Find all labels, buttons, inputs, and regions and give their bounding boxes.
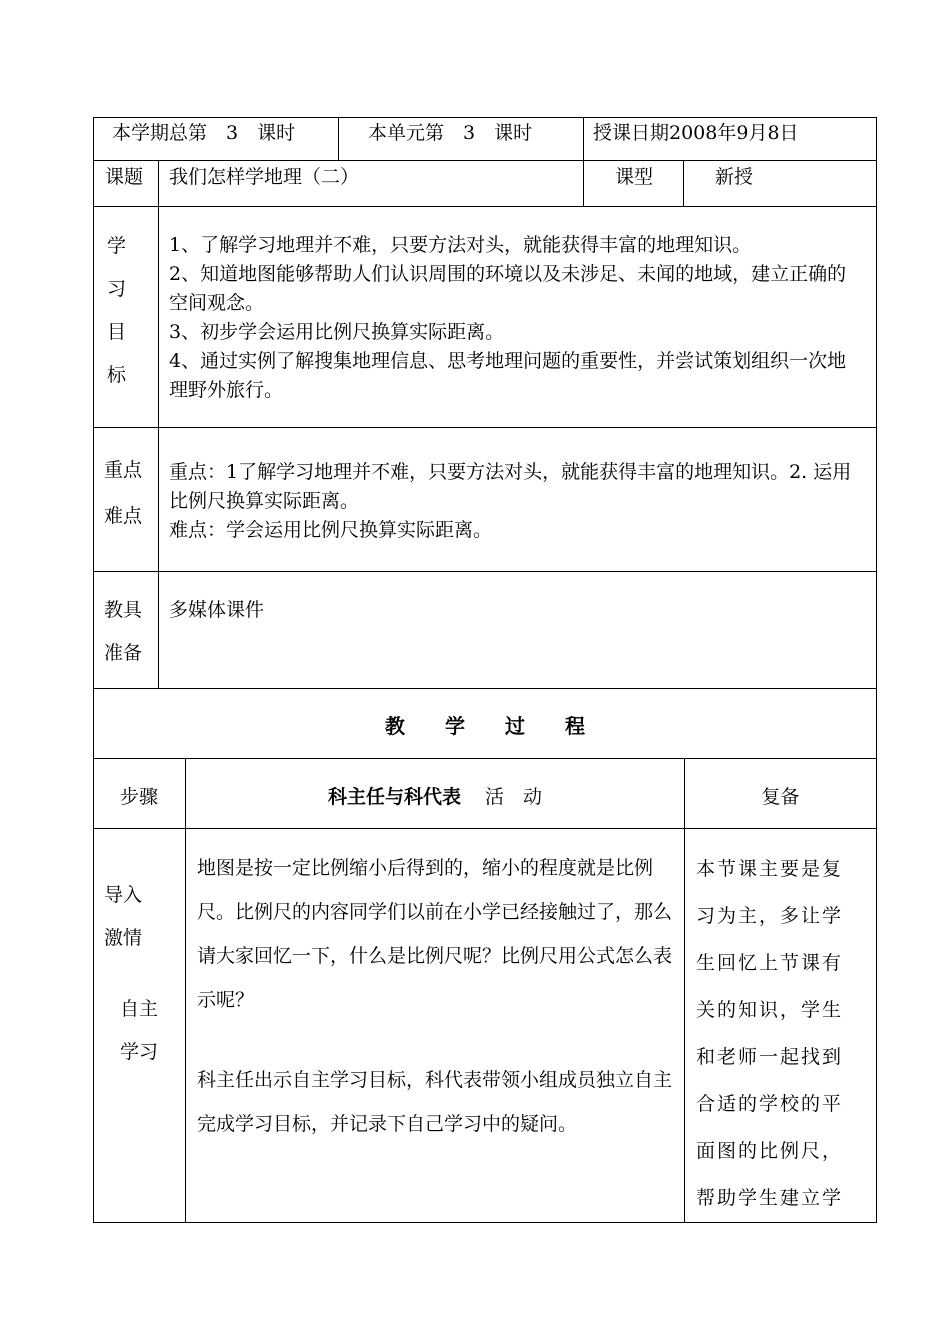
- activity-paragraph-1: 地图是按一定比例缩小后得到的，缩小的程度就是比例尺。比例尺的内容同学们以前在小学已经接触过了，那么请大家回忆一下，什么是比例尺呢？比例尺用公式怎么表示呢？: [197, 857, 673, 1011]
- table-divider: [93, 688, 877, 689]
- table-divider: [158, 160, 159, 688]
- process-title: 教 学 过 程: [385, 714, 585, 738]
- activity-paragraph-2: 科主任出示自主学习目标，科代表带领小组成员独立自主完成学习目标，并记录下自己学习中的疑问。: [197, 1069, 673, 1135]
- table-divider: [93, 206, 877, 207]
- key-points-label: 重点 难点: [104, 459, 143, 527]
- step-self-study: 自主 学习: [120, 998, 159, 1063]
- table-divider: [583, 117, 584, 207]
- table-divider: [684, 758, 685, 1223]
- lesson-type-value: 新授: [715, 166, 754, 188]
- tools-label: 教具 准备: [104, 599, 143, 664]
- unit-lesson-count: 本单元第 3 课时: [368, 122, 533, 144]
- prep-notes: 本节课主要是复习为主，多让学生回忆上节课有关的知识，学生和老师一起找到合适的学校的平面图的比例尺，帮助学生建立学: [696, 858, 844, 1209]
- topic-value: 我们怎样学地理（二）: [169, 166, 360, 188]
- objective-item: 4、通过实例了解搜集地理信息、思考地理问题的重要性，并尝试策划组织一次地理野外旅行。: [169, 350, 847, 401]
- table-divider: [185, 758, 186, 1223]
- table-divider: [93, 160, 877, 161]
- table-divider: [93, 828, 877, 829]
- key-point: 重点：1了解学习地理并不难，只要方法对头，就能获得丰富的地理知识。2. 运用比例尺换算实际距离。: [169, 461, 852, 512]
- objective-item: 1、了解学习地理并不难，只要方法对头，就能获得丰富的地理知识。: [169, 234, 752, 256]
- step-column-header: 步骤: [119, 786, 158, 808]
- topic-label: 课题: [105, 166, 144, 188]
- table-border-left: [93, 117, 94, 1223]
- table-border-top: [93, 117, 877, 118]
- step-intro: 导入 激情: [104, 884, 143, 949]
- table-divider: [93, 758, 877, 759]
- activity-column-header: 科主任与科代表 活 动: [327, 786, 543, 808]
- tools-value: 多媒体课件: [169, 599, 265, 621]
- table-border-right: [876, 117, 877, 1223]
- objective-item: 3、初步学会运用比例尺换算实际距离。: [169, 321, 505, 343]
- table-divider: [93, 427, 877, 428]
- key-points-text: [169, 458, 869, 545]
- table-divider: [338, 117, 339, 160]
- objective-item: 2、知道地图能够帮助人们认识周围的环境以及未涉足、未闻的地域，建立正确的空间观念。: [169, 263, 847, 314]
- total-lesson-count: 本学期总第 3 课时: [112, 122, 296, 144]
- table-divider: [93, 571, 877, 572]
- lesson-type-label: 课型: [615, 166, 654, 188]
- prep-column-header: 复备: [761, 786, 800, 808]
- table-divider: [683, 160, 684, 206]
- objectives-list: [169, 231, 864, 405]
- lesson-date: 授课日期2008年9月8日: [593, 122, 799, 144]
- objectives-label: 学 习 目 标: [107, 235, 127, 386]
- table-border-bottom: [93, 1222, 877, 1223]
- difficult-point: 难点：学会运用比例尺换算实际距离。: [169, 519, 493, 541]
